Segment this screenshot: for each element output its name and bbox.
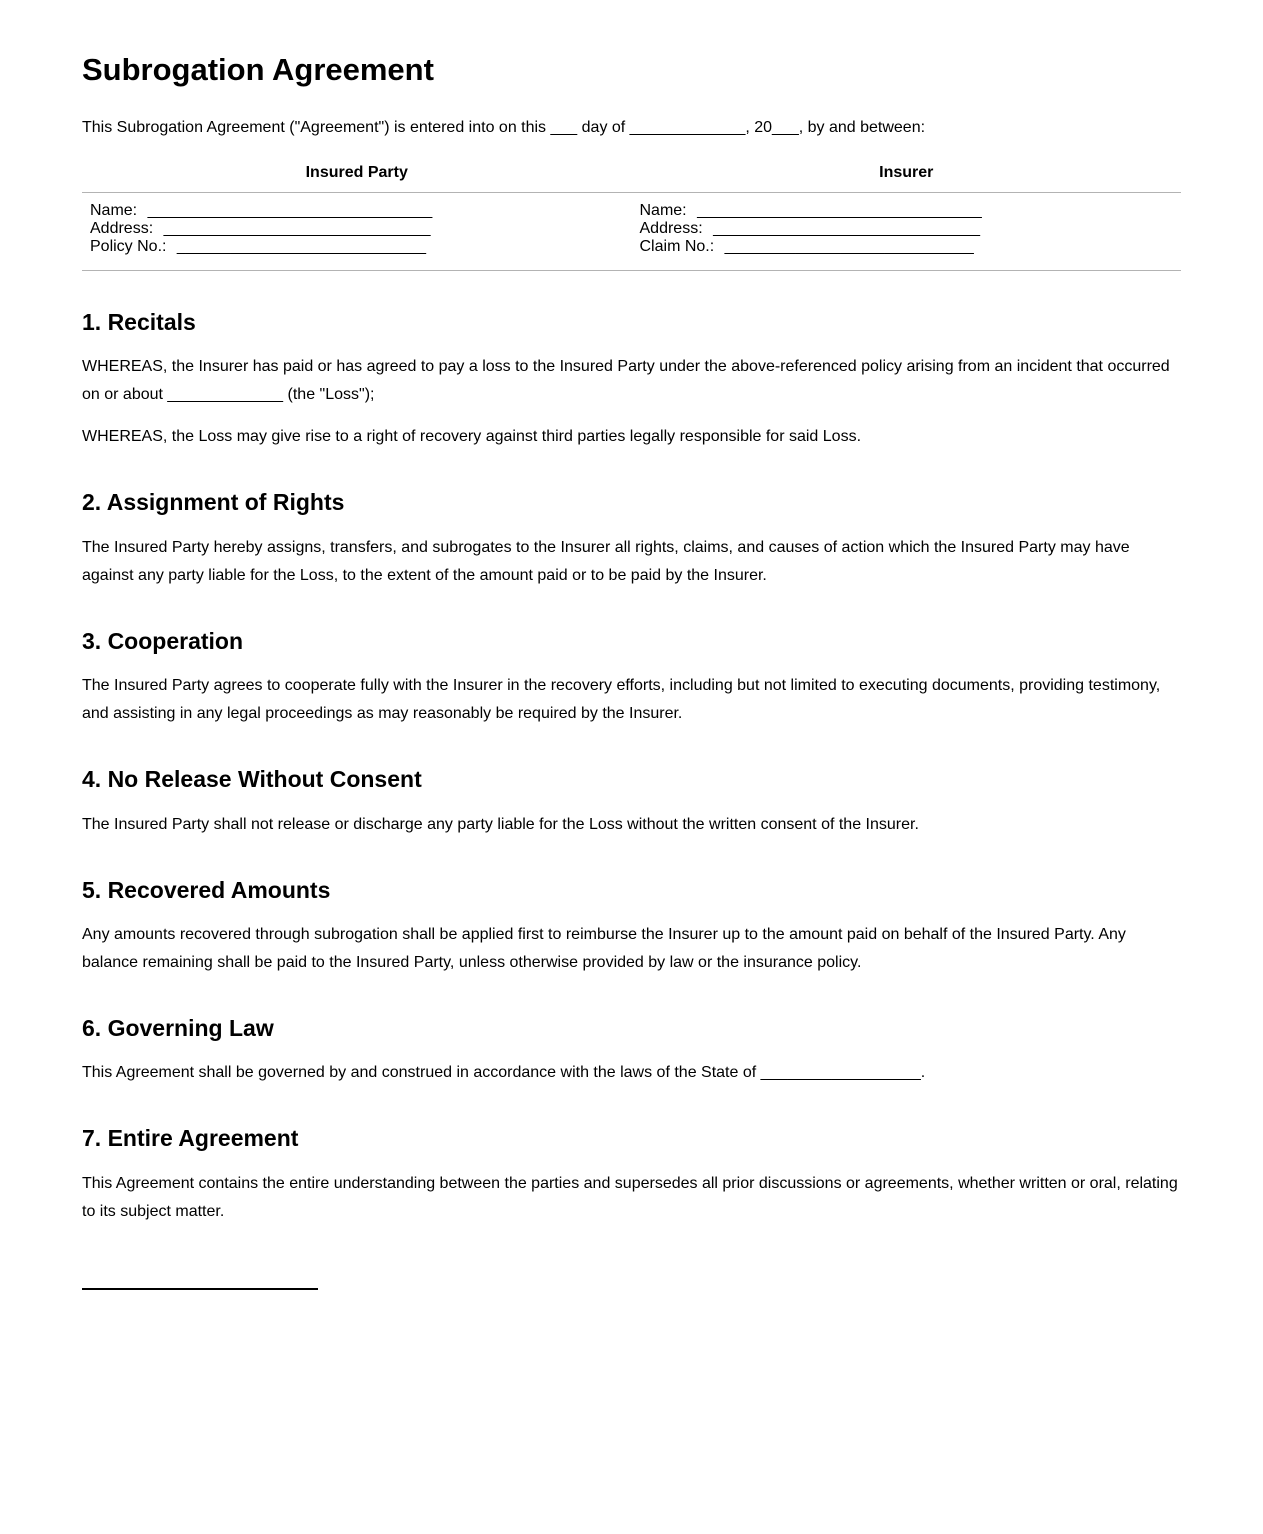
insured-address-field xyxy=(90,220,632,238)
insured-address-label: Address: xyxy=(90,220,154,238)
insurer-claim-no-blank-line: ____________________________ xyxy=(724,238,974,256)
section-paragraph: Any amounts recovered through subrogation shall be applied first to reimburse the Insurer up to the amount paid on behalf of the Insured Party. Any balance remaining shall be paid to the Insured Party, unless otherwise provided by law or the insurance policy. xyxy=(82,926,1126,972)
section-paragraph: The Insured Party shall not release or discharge any party liable for the Loss without the written consent of the Insurer. xyxy=(82,815,919,833)
insurer-claim-no-field xyxy=(640,238,1182,256)
insured-name-field xyxy=(90,202,632,220)
insured-party-column-header: Insured Party xyxy=(305,163,408,181)
insured-policy-no-blank-line: ____________________________ xyxy=(176,238,427,256)
document-title: Subrogation Agreement xyxy=(82,52,434,87)
section-heading: 4. No Release Without Consent xyxy=(82,766,422,793)
insured-name-blank-line: ________________________________ xyxy=(147,201,433,219)
insurer-claim-no-label: Claim No.: xyxy=(639,238,715,256)
parties-table xyxy=(82,164,1181,271)
section-paragraph: The Insured Party hereby assigns, transfers, and subrogates to the Insurer all rights, claims, and causes of action which the Insured Party may have against any party liable for the Loss, to the extent of the amount paid or to be paid by the Insurer. xyxy=(82,538,1130,584)
section-heading: 5. Recovered Amounts xyxy=(82,876,331,903)
section-heading: 2. Assignment of Rights xyxy=(82,489,345,516)
section-4-no-release-without-consent xyxy=(82,766,1181,838)
insured-name-label: Name: xyxy=(90,201,138,219)
insurer-column xyxy=(632,202,1182,257)
insurer-address-field xyxy=(640,220,1182,238)
section-heading: 7. Entire Agreement xyxy=(82,1125,299,1152)
section-heading: 6. Governing Law xyxy=(82,1015,274,1042)
insured-address-blank-line: ______________________________ xyxy=(163,220,431,238)
insurer-column-header: Insurer xyxy=(879,163,934,181)
intro-paragraph: This Subrogation Agreement ("Agreement") is entered into on this ___ day of _____________, 20___, by and between: xyxy=(82,118,926,136)
section-2-assignment-of-rights xyxy=(82,489,1181,589)
section-1-recitals xyxy=(82,309,1181,451)
section-5-recovered-amounts xyxy=(82,877,1181,977)
parties-table-body xyxy=(82,193,1181,271)
insurer-address-label: Address: xyxy=(639,220,703,238)
insurer-name-blank-line: ________________________________ xyxy=(697,201,982,219)
section-paragraph: WHEREAS, the Insurer has paid or has agreed to pay a loss to the Insured Party under the above-referenced policy arising from an incident that occurred on or about _____________ (the "Loss"); xyxy=(82,358,1170,404)
signature-line xyxy=(82,1288,318,1290)
section-3-cooperation xyxy=(82,628,1181,728)
insurer-name-field xyxy=(640,202,1182,220)
section-7-entire-agreement xyxy=(82,1125,1181,1225)
section-paragraph: This Agreement contains the entire understanding between the parties and supersedes all prior discussions or agreements, whether written or oral, relating to its subject matter. xyxy=(82,1174,1178,1220)
section-paragraph: This Agreement shall be governed by and construed in accordance with the laws of the State of __________________. xyxy=(82,1064,926,1082)
insurer-address-blank-line: ______________________________ xyxy=(713,220,981,238)
section-paragraph: The Insured Party agrees to cooperate fully with the Insurer in the recovery efforts, including but not limited to executing documents, providing testimony, and assisting in any legal proceedings as may reasonably be required by the Insurer. xyxy=(82,677,1161,723)
section-paragraph: WHEREAS, the Loss may give rise to a right of recovery against third parties legally responsible for said Loss. xyxy=(82,428,862,446)
section-heading: 1. Recitals xyxy=(82,308,196,335)
insured-policy-no-field xyxy=(90,238,632,256)
insurer-name-label: Name: xyxy=(639,201,687,219)
parties-table-header-row xyxy=(82,164,1181,193)
insured-party-column xyxy=(82,202,632,257)
section-heading: 3. Cooperation xyxy=(82,627,244,654)
section-6-governing-law xyxy=(82,1015,1181,1087)
insured-policy-no-label: Policy No.: xyxy=(90,238,167,256)
